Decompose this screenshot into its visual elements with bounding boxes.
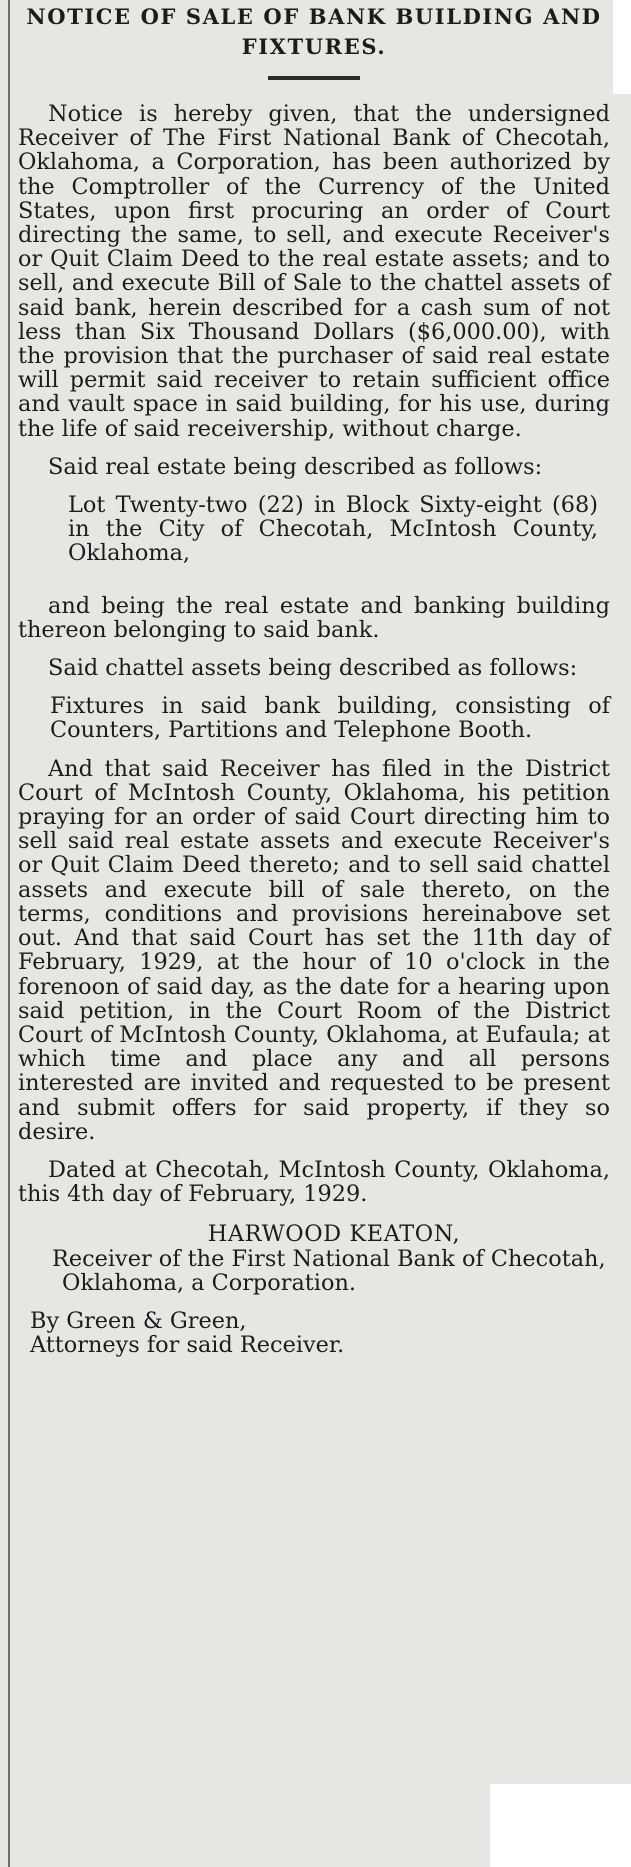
petition-paragraph: And that said Receiver has filed in the District Court of McIntosh County, Oklahoma, his petition praying for an order of said Court directing him to sell said real estate assets and execute Receiver's or Quit Claim Deed thereto; and to sell said chattel assets and execute bill of sale thereto, on the terms, conditions and provisions hereinabove set out. And that said Court has set the 11th day of February, 1929, at the hour of 10 o'clock in the forenoon of said day, as the date for a hearing upon said petition, in the Court Room of the District Court of McIntosh County, Oklahoma, at Eufaula; at which time and place any and all persons interested are invited and requested to be present and submit offers for said property, if they so desire. xyxy=(18,755,610,1145)
chattel-intro: Said chattel assets being described as follows: xyxy=(48,655,578,682)
real-estate-description: Lot Twenty-two (22) in Block Sixty-eight (68) in the City of Checotah, McIntosh County, Oklahoma, xyxy=(68,492,598,567)
notice-heading: NOTICE OF SALE OF BANK BUILDING AND FIXTURES. xyxy=(26,4,602,59)
chattel-description: Fixtures in said bank building, consisting of Counters, Partitions and Telephone Booth. xyxy=(50,693,610,744)
attorney-title: Attorneys for said Receiver. xyxy=(30,1332,345,1359)
signer-name: HARWOOD KEATON, xyxy=(207,1221,461,1248)
heading-divider xyxy=(268,76,360,80)
signer-title: Receiver of the First National Bank of Checotah, Oklahoma, a Corporation. xyxy=(52,1245,606,1296)
real-estate-intro: Said real estate being described as follows: xyxy=(48,453,543,480)
intro-paragraph: Notice is hereby given, that the undersigned Receiver of The First National Bank of Checotah, Oklahoma, a Corporation, has been authorized by the Comptroller of the Currency of the United States, upon first procuring an order of Court directing the same, to sell, and execute Receiver's or Quit Claim Deed to the real estate assets; and to sell, and execute Bill of Sale to the chattel assets of said bank, herein described for a cash sum of not less than Six Thousand Dollars ($6,000.00), with the provision that the purchaser of said real estate will permit said receiver to retain sufficient office and vault space in said building, for his use, during the life of said receivership, without charge. xyxy=(18,101,610,442)
legal-notice xyxy=(18,2,610,1357)
real-estate-closing: and being the real estate and banking building thereon belonging to said bank. xyxy=(18,592,610,643)
blank-margin-bottom xyxy=(490,1784,631,1867)
column-rule xyxy=(8,0,10,1867)
attorney-by: By Green & Green, xyxy=(30,1307,247,1334)
dated-line: Dated at Checotah, McIntosh County, Oklahoma, this 4th day of February, 1929. xyxy=(18,1156,610,1208)
blank-margin-top xyxy=(613,0,631,94)
